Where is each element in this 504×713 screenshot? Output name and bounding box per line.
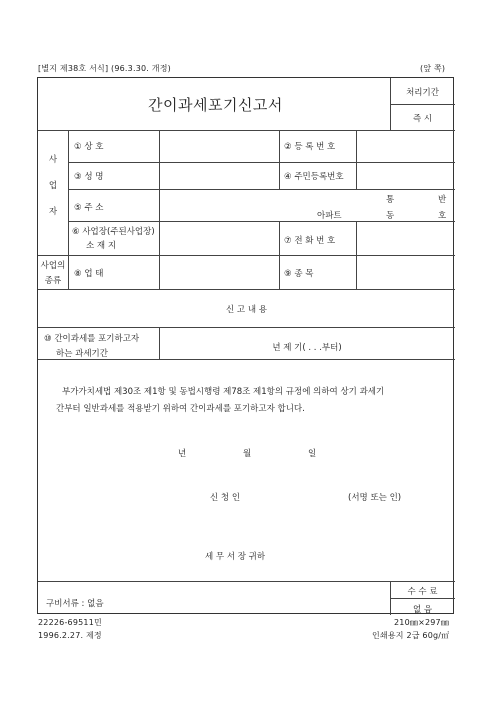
processing-period-label: 처리기간	[406, 88, 439, 98]
paper-size: 210㎜×297㎜	[394, 618, 450, 627]
resident-number-label: ④ 주민등록번호	[284, 172, 344, 182]
recipient-line: 세 무 서 장 귀하	[205, 552, 266, 562]
trade-name-field[interactable]	[160, 131, 278, 161]
address-apartment: 아파트	[317, 211, 342, 221]
address-tong: 통	[386, 195, 395, 205]
paper-spec: 인쇄용지 2급 60g/㎡	[372, 631, 450, 640]
page-side-label: (앞 쪽)	[420, 64, 446, 73]
registration-number-field[interactable]	[357, 131, 454, 161]
fee-value: 없 음	[412, 605, 433, 615]
business-location-field[interactable]	[160, 222, 278, 254]
form-reference: [별지 제38호 서식] (96.3.30. 개정)	[38, 64, 171, 73]
business-location-label: ⑥ 사업장(주된사업장) 소 재 지	[72, 227, 155, 251]
statement-text: 부가가치세법 제30조 제1항 및 동법시행령 제78조 제1항의 규정에 의하여 상기 과세기 간부터 일반과세를 적용받기 위하여 간이과세를 포기하고자 합니다.	[56, 387, 385, 414]
form-established-date: 1996.2.27. 제정	[38, 631, 102, 640]
business-item-label: ⑨ 종 목	[284, 269, 314, 279]
business-category-field[interactable]	[160, 256, 278, 288]
name-field[interactable]	[160, 163, 278, 188]
form-code: 22226-69511민	[38, 618, 102, 627]
date-year: 년	[178, 449, 187, 459]
business-item-field[interactable]	[357, 256, 454, 288]
date-month: 월	[243, 449, 252, 459]
trade-name-label: ① 상 호	[74, 142, 104, 152]
address-dong: 동	[386, 211, 395, 221]
address-field[interactable]	[160, 190, 454, 220]
address-ban: 반	[438, 195, 447, 205]
report-content-heading: 신 고 내 용	[226, 305, 267, 315]
required-documents: 구비서류 : 없음	[46, 599, 104, 609]
date-day: 일	[308, 449, 317, 459]
form-title: 간이과세포기신고서	[148, 96, 283, 114]
phone-number-field[interactable]	[357, 222, 454, 254]
resident-number-field[interactable]	[357, 163, 454, 188]
name-label: ③ 성 명	[74, 172, 104, 182]
phone-number-label: ⑦ 전 화 번 호	[284, 236, 336, 246]
registration-number-label: ② 등 록 번 호	[284, 142, 336, 152]
business-kind-label: 사업의 종류	[40, 261, 66, 286]
applicant-label: 신 청 인	[210, 493, 241, 503]
tax-period-label: ⑩ 간이과세를 포기하고자 하는 과세기간	[44, 334, 140, 359]
address-ho: 호	[438, 211, 447, 221]
report-form	[37, 77, 454, 614]
business-category-label: ⑧ 업 태	[74, 269, 104, 279]
signature-field[interactable]: (서명 또는 인)	[348, 493, 402, 503]
fee-label: 수 수 료	[407, 587, 438, 597]
processing-period-value: 즉 시	[412, 114, 433, 124]
tax-period-field[interactable]: 년 제 기( . . .부터)	[272, 343, 342, 353]
business-owner-section-label: 사 업 자	[48, 155, 58, 217]
address-label: ⑤ 주 소	[74, 203, 104, 213]
